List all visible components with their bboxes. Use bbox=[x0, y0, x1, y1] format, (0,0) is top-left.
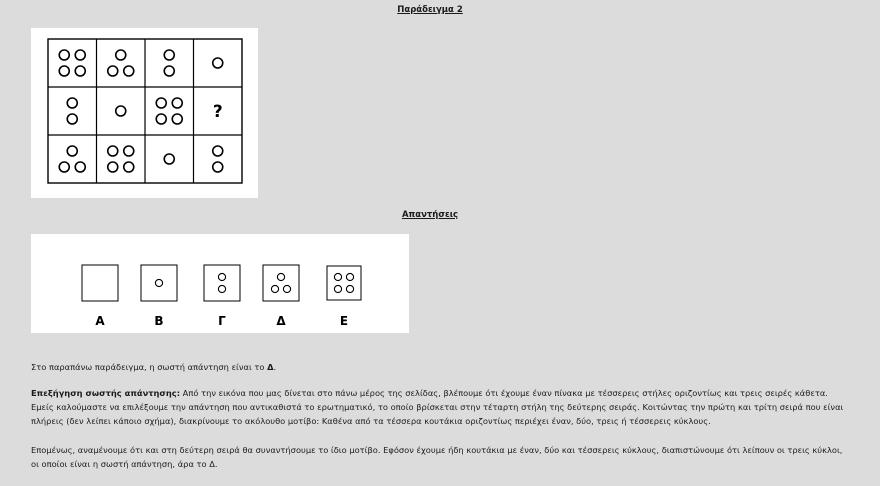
answer-circle bbox=[218, 285, 225, 292]
answer-circle bbox=[283, 285, 290, 292]
example-title: Παράδειγμα 2 bbox=[397, 5, 463, 15]
matrix-circle bbox=[172, 114, 182, 124]
matrix-grid bbox=[31, 28, 258, 198]
explanation-label: Επεξήγηση σωστής απάντησης: bbox=[31, 388, 181, 398]
matrix-circle bbox=[213, 146, 223, 156]
correct-answer: Δ bbox=[267, 362, 274, 372]
matrix-circle bbox=[172, 98, 182, 108]
matrix-circle bbox=[213, 162, 223, 172]
answer-label: Γ bbox=[218, 314, 226, 328]
matrix-circle bbox=[164, 154, 174, 164]
answer-circle bbox=[334, 285, 341, 292]
matrix-circle bbox=[75, 162, 85, 172]
answer-circle bbox=[346, 273, 353, 280]
matrix-circle bbox=[116, 106, 126, 116]
answer-circle bbox=[277, 273, 284, 280]
answers-panel bbox=[31, 234, 409, 333]
matrix-circle bbox=[164, 66, 174, 76]
matrix-circle bbox=[108, 66, 118, 76]
missing-cell-question-mark: ? bbox=[212, 102, 223, 122]
answer-box[interactable] bbox=[82, 265, 118, 301]
matrix-circle bbox=[59, 50, 69, 60]
answers-options bbox=[31, 234, 409, 333]
matrix-circle bbox=[164, 50, 174, 60]
matrix-circle bbox=[75, 66, 85, 76]
matrix-circle bbox=[116, 50, 126, 60]
matrix-circle bbox=[75, 50, 85, 60]
answer-label: Β bbox=[154, 314, 164, 328]
matrix-circle bbox=[59, 66, 69, 76]
conclusion-paragraph: Επομένως, αναμένουμε ότι και στη δεύτερη σειρά θα συναντήσουμε το ίδιο μοτίβο. Εφόσον έχουμε ήδη κουτάκια με έναν, δύο και τέσσερεις κύκλους, διαπιστώνουμε ότι λείπουν οι τρεις κύκλοι, οι οποίοι είναι η σωστή απάντηση, άρα το Δ. bbox=[31, 445, 843, 469]
answer-circle bbox=[334, 273, 341, 280]
answer-label: Ε bbox=[339, 314, 349, 328]
answer-box[interactable] bbox=[204, 265, 240, 301]
matrix-circle bbox=[124, 146, 134, 156]
matrix-circle bbox=[67, 146, 77, 156]
matrix-circle bbox=[67, 114, 77, 124]
matrix-circle bbox=[156, 98, 166, 108]
matrix-panel bbox=[31, 28, 258, 198]
matrix-circle bbox=[124, 66, 134, 76]
answer-circle bbox=[346, 285, 353, 292]
answer-box[interactable] bbox=[327, 266, 361, 300]
answers-title: Απαντήσεις bbox=[401, 210, 459, 220]
matrix-circle bbox=[59, 162, 69, 172]
matrix-circle bbox=[156, 114, 166, 124]
answer-box[interactable] bbox=[141, 265, 177, 301]
explanation-paragraph: Επεξήγηση σωστής απάντησης: Από την εικόνα που μας δίνεται στο πάνω μέρος της σελίδας, βλέπουμε ότι έχουμε έναν πίνακα με τέσσερεις στήλες οριζοντίως και τρεις σειρές κάθετα. Εμείς καλούμαστε να επιλέξουμε την απάντηση που αντικαθιστά το ερωτηματικό, το οποίο βρίσκεται στην τέταρτη στήλη της δεύτερης σειράς. Κοιτώντας την πρώτη και τρίτη σειρά που είναι πλήρεις (δεν λείπει κάποιο σχήμα), διακρίνουμε το ακόλουθο μοτίβο: Καθένα από τα τέσσερα κουτάκια οριζοντίως περιέχει έναν, δύο, τρεις ή τέσσερεις κύκλους. bbox=[31, 388, 844, 426]
matrix-circle bbox=[108, 162, 118, 172]
answer-label: Α bbox=[95, 314, 105, 328]
answer-circle bbox=[155, 279, 162, 286]
matrix-circle bbox=[108, 146, 118, 156]
answer-circle bbox=[218, 273, 225, 280]
answer-box[interactable] bbox=[263, 265, 299, 301]
matrix-circle bbox=[124, 162, 134, 172]
matrix-circle bbox=[213, 58, 223, 68]
matrix-circle bbox=[67, 98, 77, 108]
answer-statement: Στο παραπάνω παράδειγμα, η σωστή απάντηση είναι το Δ. bbox=[31, 362, 277, 372]
answer-label: Δ bbox=[276, 314, 286, 328]
answer-circle bbox=[271, 285, 278, 292]
